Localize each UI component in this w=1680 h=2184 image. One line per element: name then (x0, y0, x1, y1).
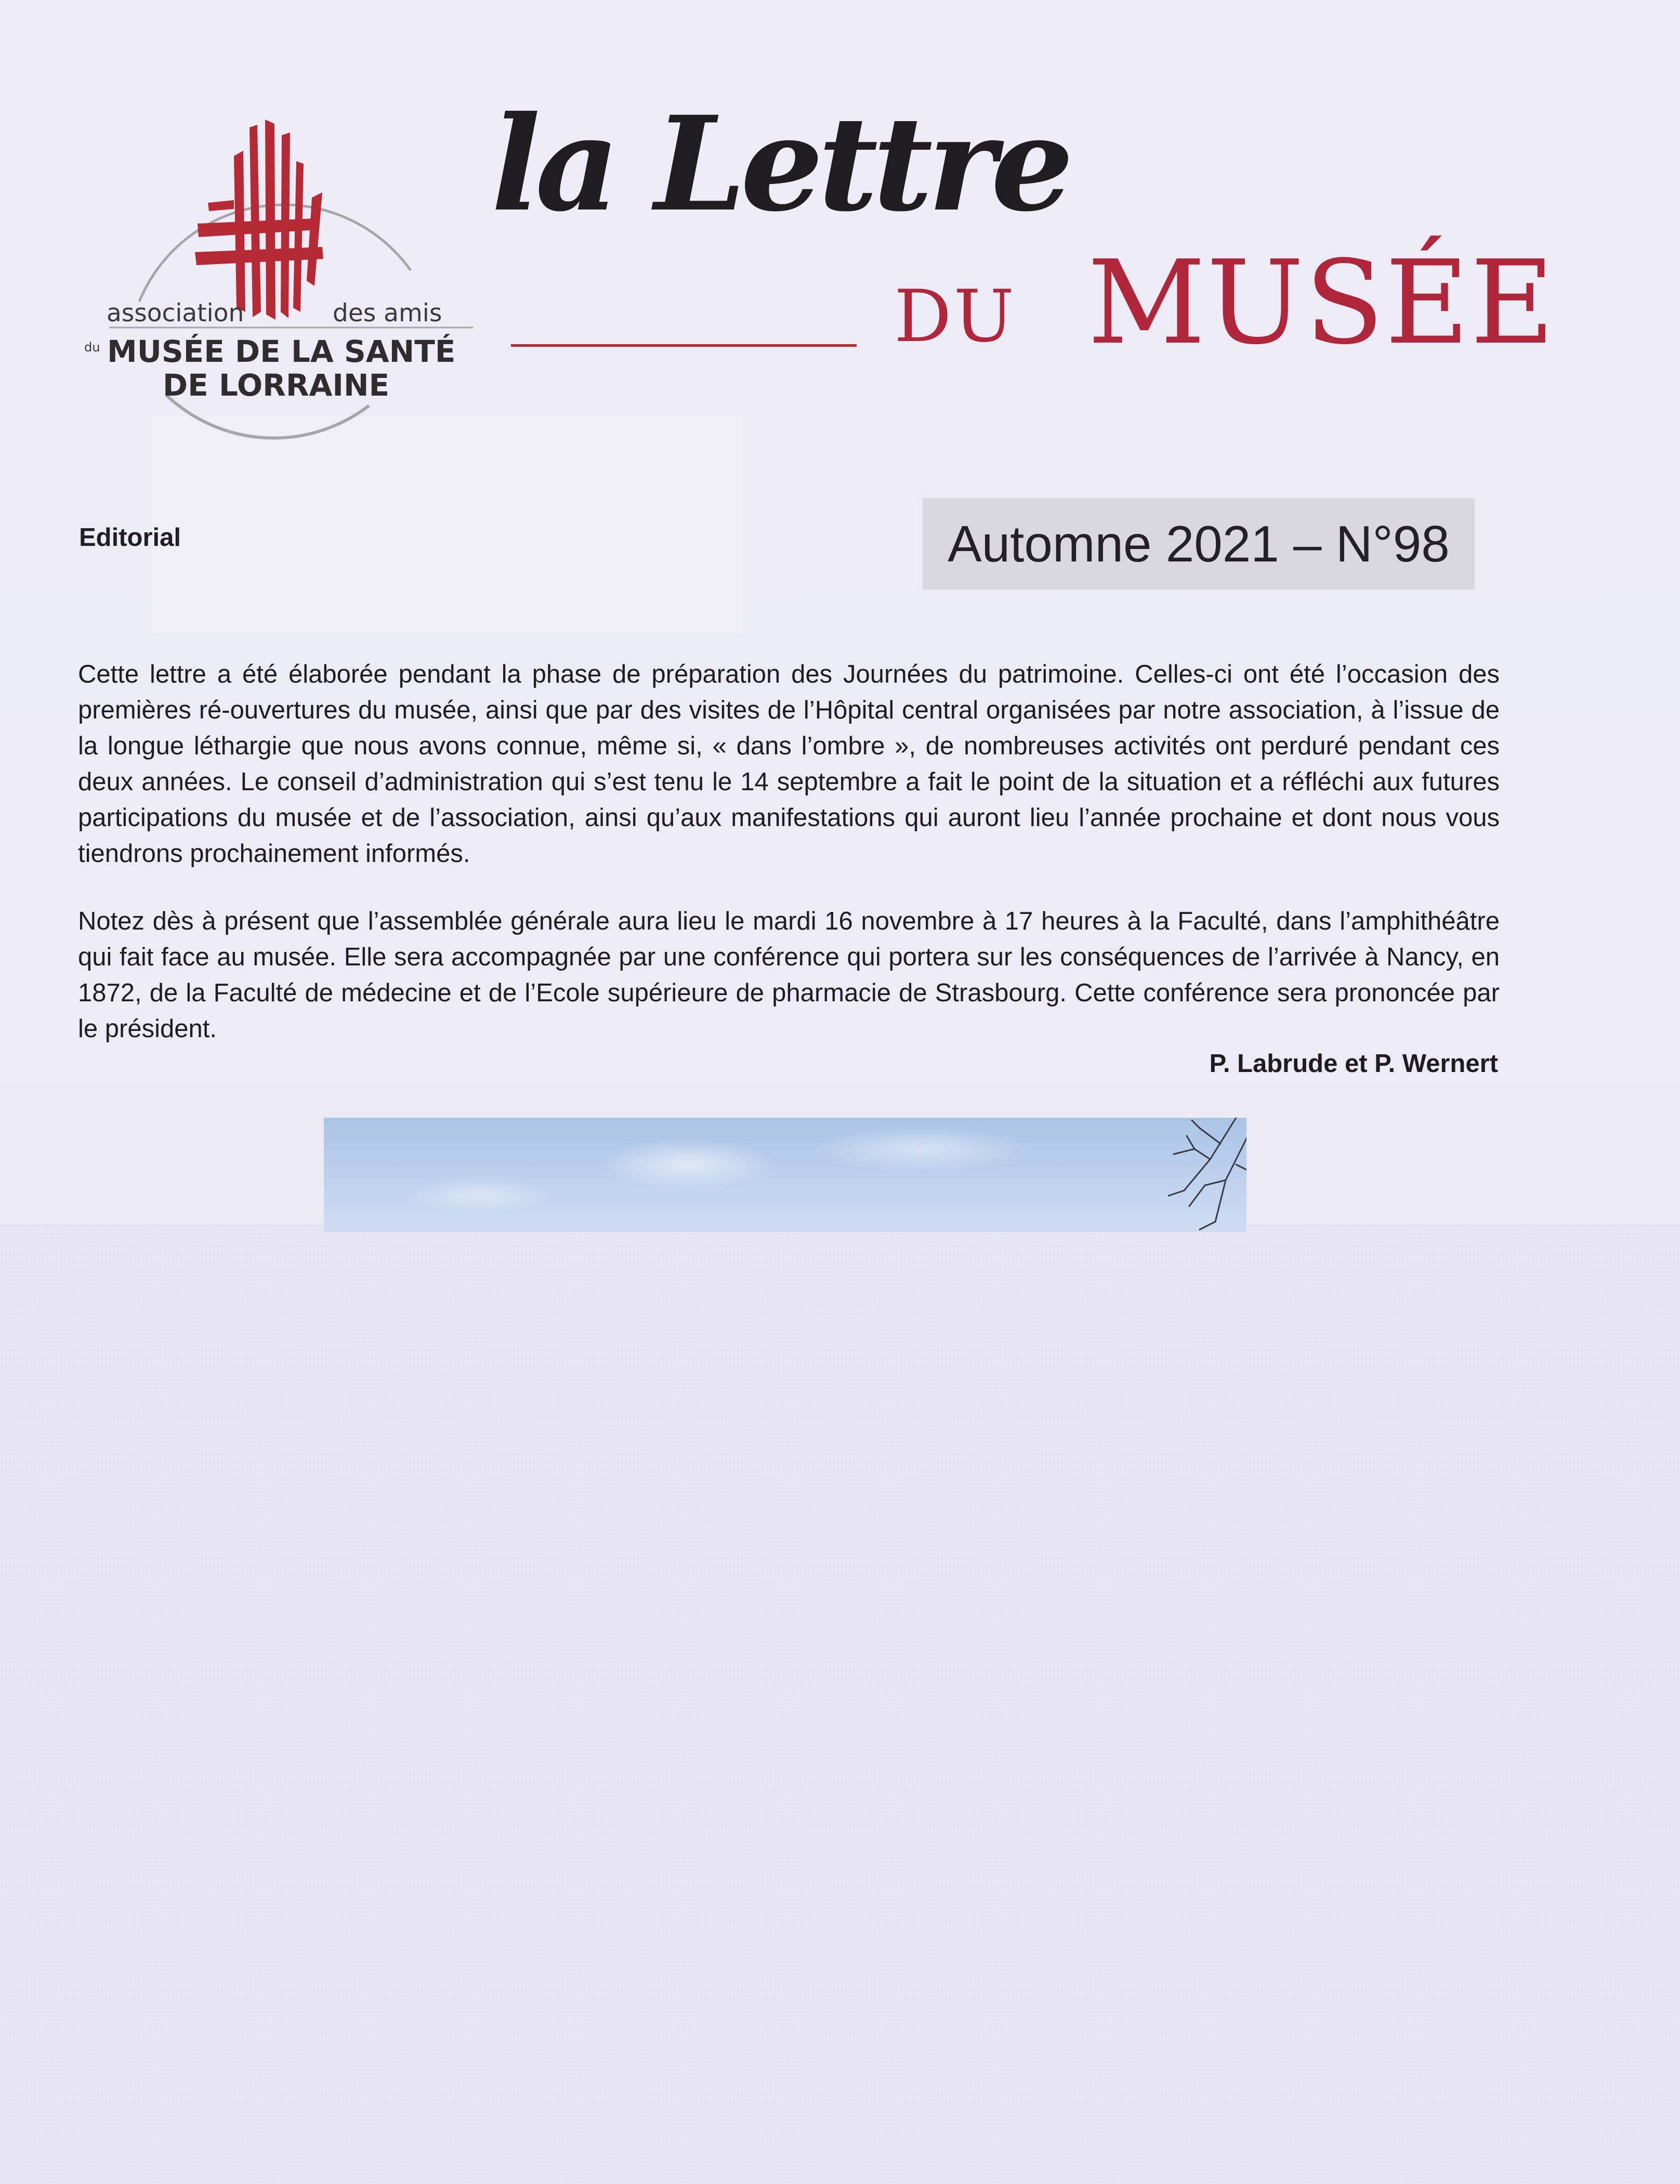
masthead-du: DU (894, 274, 1016, 358)
logo-museum-name-line2: DE LORRAINE (163, 368, 390, 403)
logo-du-label: du (84, 340, 100, 355)
masthead-script-title: la Lettre (491, 87, 1069, 240)
editorial-paragraph-1: Cette lettre a été élaborée pendant la phase de préparation des Journées du patrimoine. Celles-ci ont été l’occasion des premières ré-ouvertures du musée, ainsi que par des visites de l’Hôpital central organisées par notre association, à l’issue de la longue léthargie que nous avons connue, même si, « dans l’ombre », de nombreuses activités ont perduré pendant ces deux années. Le conseil d’administration qui s’est tenu le 14 septembre a fait le point de la situation et a réfléchi aux futures participations du musée et de l’association, ainsi qu’aux manifestations qui auront lieu l’année prochaine et dont nous vous tiendrons prochainement informés. (78, 660, 1500, 868)
show-through-block (151, 416, 743, 634)
association-logo (78, 114, 483, 447)
logo-association-label: association (107, 299, 244, 328)
section-label: Editorial (79, 524, 181, 552)
logo-des-amis-label: des amis (333, 299, 442, 328)
masthead-musee: MUSÉE (1087, 236, 1556, 370)
sky-photo (324, 1118, 1246, 1232)
editorial-signature: P. Labrude et P. Wernert (1209, 1050, 1498, 1078)
logo-museum-name-line1: MUSÉE DE LA SANTÉ (107, 334, 456, 369)
masthead-rule (511, 344, 857, 347)
issue-badge (923, 498, 1475, 590)
editorial-paragraph-2: Notez dès à présent que l’assemblée générale aura lieu le mardi 16 novembre à 17 heures à la Faculté, dans l’amphithéâtre qui fait face au musée. Elle sera accompagnée par une conférence qui portera sur les conséquences de l’arrivée à Nancy, en 1872, de la Faculté de médecine et de l’Ecole supérieure de pharmacie de Strasbourg. Cette conférence sera prononcée par le président. (78, 907, 1500, 1043)
tree-branches-icon (1080, 1118, 1246, 1232)
lower-blank-area (0, 1224, 1680, 2184)
issue-label: Automne 2021 – N°98 (948, 515, 1450, 572)
